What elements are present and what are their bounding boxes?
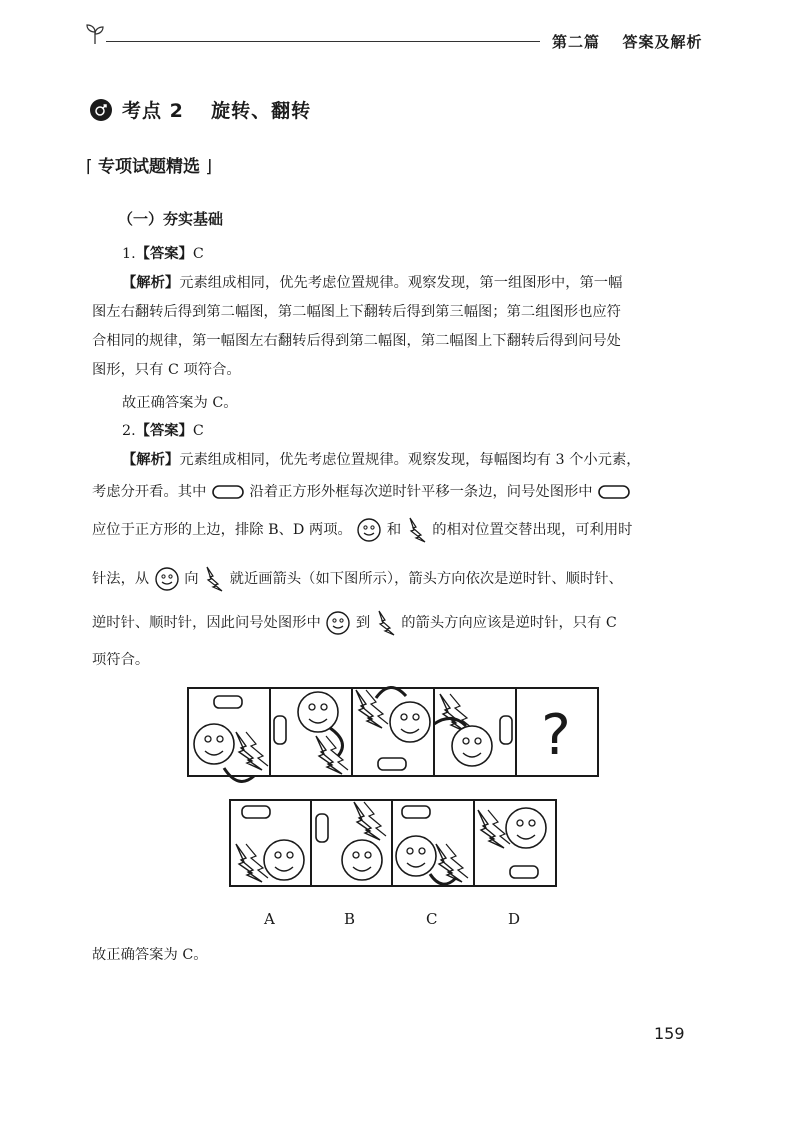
question-row [188, 687, 598, 781]
options-row [230, 800, 556, 886]
section-title-text: 专项试题精选 [98, 157, 201, 177]
arrow-3 [376, 687, 406, 698]
smiley-icon [325, 610, 351, 636]
q2-text-3a: 应位于正方形的上边，排除 B、D 两项。 [92, 522, 352, 538]
header-title: 答案及解析 [622, 33, 703, 51]
arrow-2 [330, 728, 343, 756]
q2-analysis-line-2 [92, 482, 631, 502]
lightning-icon [203, 565, 225, 593]
q2-conclusion: 故正确答案为 C。 [92, 947, 208, 963]
q2-analysis-line-5 [92, 609, 617, 637]
q2-text-5c: 的箭头方向应该是逆时针，只有 C [401, 615, 617, 631]
q2-analysis-tag: 【解析】 [122, 452, 180, 468]
subsection-title: （一）夯实基础 [118, 210, 224, 228]
running-header [552, 31, 703, 52]
option-label-d: D [508, 910, 521, 928]
q2-answer-tag: 【答案】 [135, 423, 193, 439]
q2-answer: C [192, 423, 204, 439]
q1-analysis-line-1 [122, 273, 622, 293]
leaf-icon [84, 22, 106, 46]
smiley-icon [154, 566, 180, 592]
q1-number: 1. [122, 246, 136, 262]
q1-analysis-line-3: 合相同的规律，第一幅图左右翻转后得到第二幅图，第二幅图上下翻转后得到问号处 [92, 333, 621, 349]
option-label-c: C [426, 910, 438, 928]
q2-text-4c: 就近画箭头（如下图所示），箭头方向依次是逆时针、顺时针、 [229, 571, 623, 587]
lightning-icon [375, 609, 397, 637]
q2-text-5b: 到 [355, 615, 371, 631]
q2-analysis-line-1 [122, 450, 641, 470]
q1-analysis-line-2: 图左右翻转后得到第二幅图，第二幅图上下翻转后得到第三幅图；第二组图形也应符 [92, 304, 621, 320]
q1-text-1: 元素组成相同，优先考虑位置规律。观察发现，第一组图形中，第一幅 [179, 275, 623, 291]
q2-analysis-line-4 [92, 565, 623, 593]
puzzle-figure [180, 678, 610, 908]
q2-analysis-line-6: 项符合。 [92, 652, 150, 668]
lightning-icon [406, 516, 428, 544]
option-label-a: A [264, 910, 275, 928]
q2-text-5a: 逆时针、顺时针，因此问号处图形中 [92, 615, 321, 631]
q2-text-4a: 针法，从 [92, 571, 150, 587]
q2-analysis-line-3 [92, 516, 632, 544]
topic-title: 旋转、翻转 [211, 100, 312, 122]
q1-answer: C [192, 246, 204, 262]
q2-text-1: 元素组成相同，优先考虑位置规律。观察发现，每幅图均有 3 个小元素， [179, 452, 641, 468]
q1-answer-tag: 【答案】 [135, 246, 193, 262]
q1-answer-line [122, 244, 204, 264]
section-title: ⌈ 专项试题精选 ⌋ [86, 157, 213, 177]
q2-answer-line [122, 421, 204, 441]
q2-text-4b: 向 [184, 571, 199, 587]
rounded-rect-icon [211, 483, 245, 501]
option-label-b: B [344, 910, 356, 928]
page-number: 159 [654, 1024, 685, 1043]
q2-text-3c: 的相对位置交替出现，可利用时 [432, 522, 633, 538]
topic-badge-icon [90, 99, 112, 121]
q1-analysis-line-4: 图形，只有 C 项符合。 [92, 362, 241, 378]
arrow-1 [224, 768, 254, 781]
q2-text-3b: 和 [386, 522, 402, 538]
q2-number: 2. [122, 423, 136, 439]
question-mark: ? [541, 703, 571, 768]
q1-analysis-tag: 【解析】 [122, 275, 180, 291]
smiley-icon [356, 517, 382, 543]
q2-text-2a: 考虑分开看。其中 [92, 484, 207, 500]
header-section: 第二篇 [552, 33, 601, 51]
rounded-rect-icon [597, 483, 631, 501]
topic-label: 考点 2 [122, 100, 184, 122]
q2-text-2b: 沿着正方形外框每次逆时针平移一条边，问号处图形中 [249, 484, 593, 500]
header-rule [106, 41, 540, 42]
topic-heading [90, 96, 311, 123]
q1-conclusion: 故正确答案为 C。 [122, 395, 238, 411]
